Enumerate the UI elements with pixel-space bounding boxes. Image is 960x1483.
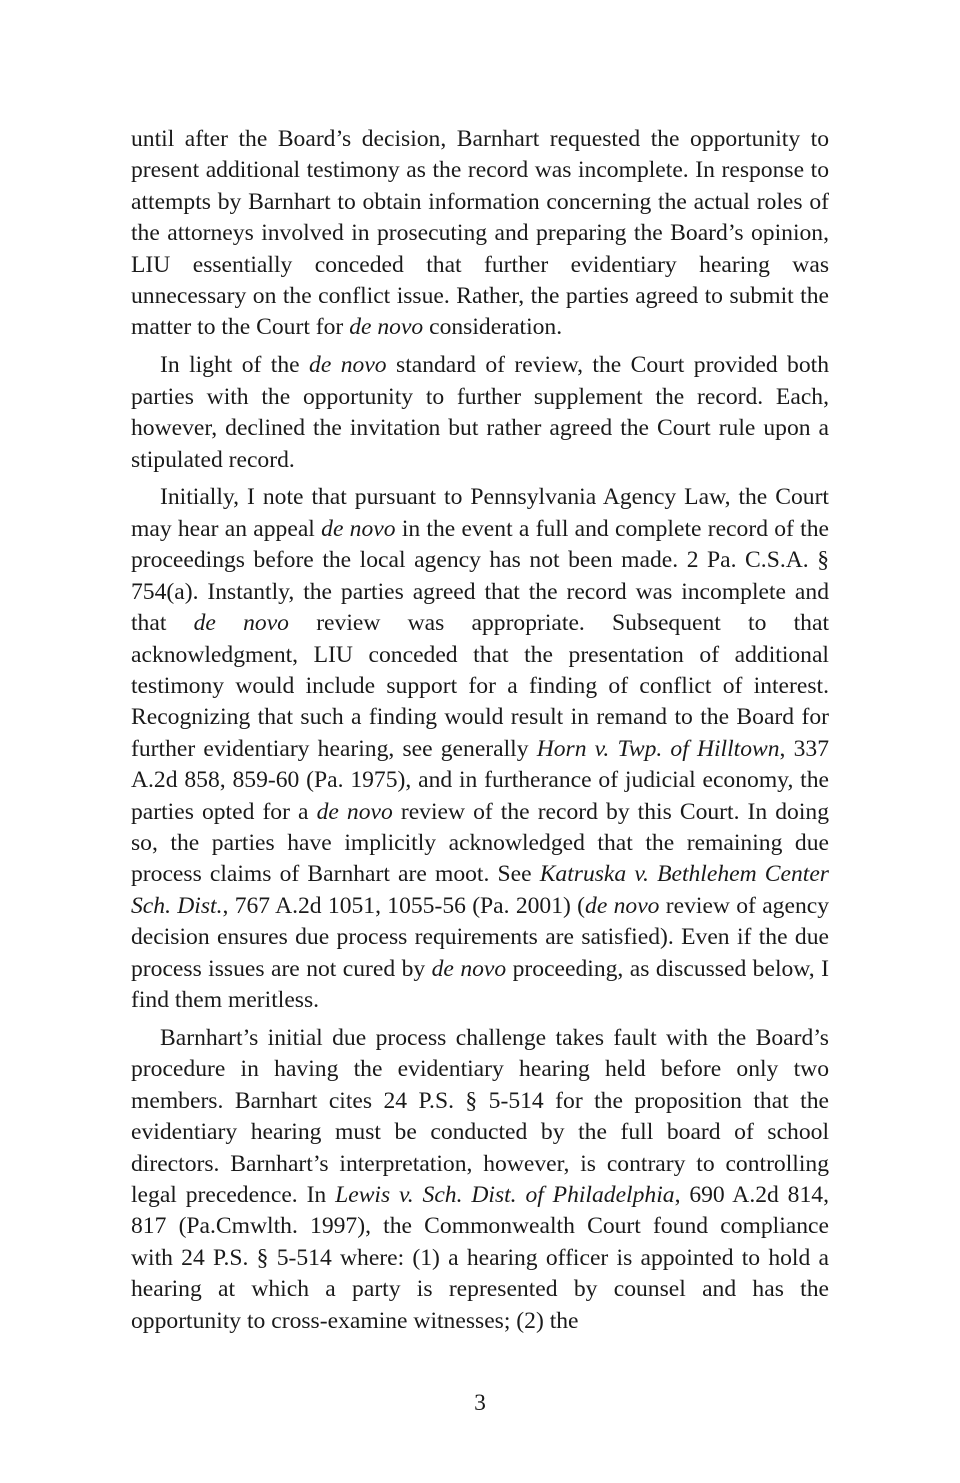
paragraph-3 — [131, 482, 829, 1016]
text-run: In light of the — [160, 352, 310, 379]
italic-citation: de novo — [349, 314, 424, 341]
text-run: in the event a full and complete record of the proceedings before the local agency has not been made. 2 Pa. C.S.A. § 754(a). Instantly, the parties agreed that the record was incomplete and that — [131, 515, 830, 637]
text-run: , 767 A.2d 1051, 1055-56 (Pa. 2001) ( — [222, 892, 586, 919]
page-number: 3 — [474, 1390, 486, 1416]
italic-citation: Horn v. Twp. of Hilltown — [536, 735, 780, 762]
text-run: Barnhart’s initial due process challenge takes fault with the Board’s procedure in having the evidentiary hearing held before only two members. Barnhart cites 24 P.S. § 5-514 for the proposition that the evidentiary hearing must be conducted by the full board of school directors. Barnhart’s interpretation, however, is contrary to controlling legal precedence. In — [131, 1024, 829, 1208]
text-run: review was appropriate. Subsequent to that acknowledgment, LIU conceded that the presentation of additional testimony would include support for a finding of conflict of interest. Recognizing that such a finding would result in remand to the Board for further evidentiary hearing, see generally — [131, 610, 830, 762]
italic-citation: Lewis v. Sch. Dist. of Philadelphia — [335, 1181, 675, 1208]
text-run: until after the Board’s decision, Barnhart requested the opportunity to present additional testimony as the record was incomplete. In response to attempts by Barnhart to obtain information concerning the actual roles of the attorneys involved in prosecuting and preparing the Board’s opinion, LIU essentially conceded that further evidentiary hearing was unnecessary on the conflict issue. Rather, the parties agreed to submit the matter to the Court for — [131, 126, 829, 341]
text-run: , 337 A.2d 858, 859-60 (Pa. 1975), and in furtherance of judicial economy, the parties opted for a — [131, 735, 830, 825]
paragraph-1 — [131, 124, 829, 344]
body-text — [131, 124, 829, 1343]
italic-citation: de novo — [316, 798, 393, 825]
italic-citation: de novo — [309, 352, 387, 379]
text-run: proceeding, as discussed below, I find them meritless. — [131, 955, 829, 1013]
paragraph-2 — [131, 350, 829, 476]
text-run: review of the record by this Court. In doing so, the parties have implicitly acknowledged that the remaining due process claims of Barnhart are moot. See — [131, 798, 829, 888]
paragraph-4 — [131, 1023, 829, 1337]
italic-citation: de novo — [585, 892, 660, 919]
text-run: , 690 A.2d 814, 817 (Pa.Cmwlth. 1997), the Commonwealth Court found compliance with 24 P.S. § 5-514 where: (1) a hearing officer is appointed to hold a hearing at which a party is represented by counsel and has the opportunity to cross-examine witnesses; (2) the — [131, 1181, 829, 1334]
italic-citation: Katruska v. Bethlehem Center Sch. Dist. — [131, 861, 829, 919]
italic-citation: de novo — [193, 610, 289, 637]
italic-citation: de novo — [321, 515, 396, 542]
italic-citation: de novo — [431, 955, 507, 982]
text-run: consideration. — [423, 314, 563, 341]
text-run: Initially, I note that pursuant to Pennsylvania Agency Law, the Court may hear an appeal — [131, 484, 829, 542]
text-run: standard of review, the Court provided both parties with the opportunity to further supplement the record. Each, however, declined the invitation but rather agreed the Court rule upon a stipulated record. — [131, 352, 830, 473]
text-run: review of agency decision ensures due process requirements are satisfied). Even if the due process issues are not cured by — [131, 892, 830, 982]
